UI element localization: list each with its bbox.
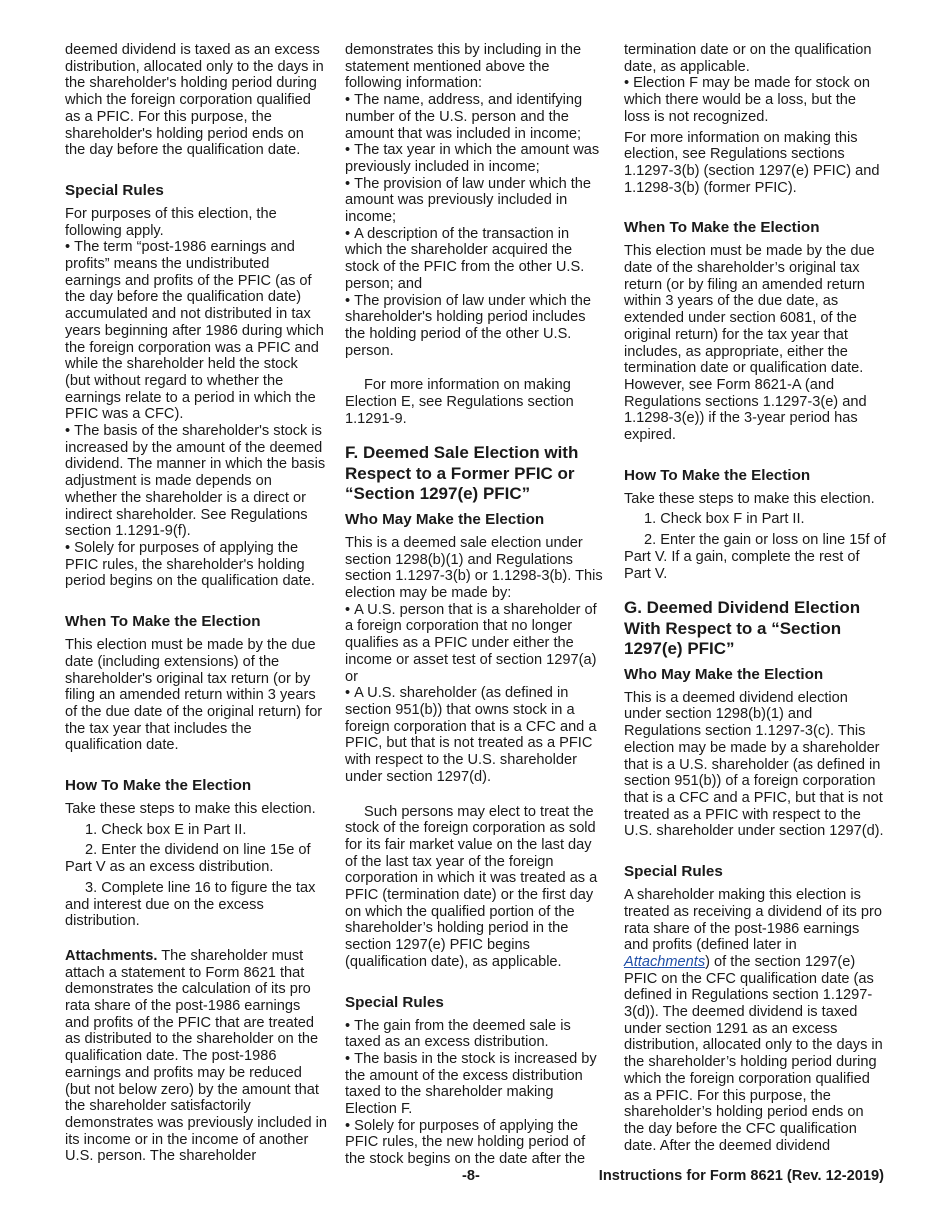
bullet-item: • Solely for purposes of applying the PFIC rules, the new holding period of the stock begins on the date after the <box>345 1118 607 1168</box>
heading-when-to-make: When To Make the Election <box>65 613 261 631</box>
column-3 <box>624 42 886 1158</box>
paragraph: For more information on making Election E, see Regulations section 1.1291-9. <box>345 377 574 427</box>
bullet-item: • The tax year in which the amount was previously included in income; <box>345 142 607 175</box>
step-item: 2. Enter the gain or loss on line 15f of Part V. If a gain, complete the rest of Part V. <box>624 532 886 582</box>
text-run: A shareholder making this election is treated as receiving a dividend of its pro rata share of the post-1986 earnings and profits (defined later in <box>624 887 882 954</box>
heading-who-may-make: Who May Make the Election <box>345 510 545 528</box>
attachments-link[interactable]: Attachments <box>624 953 706 970</box>
heading-special-rules: Special Rules <box>345 993 444 1011</box>
footer-form-title: Instructions for Form 8621 (Rev. 12-2019) <box>598 1168 884 1184</box>
bullet-item: • Solely for purposes of applying the PFIC rules, the shareholder's holding period begins on the qualification date. <box>65 540 327 590</box>
paragraph: demonstrates this by including in the statement mentioned above the following information: <box>345 42 582 92</box>
page-number: -8- <box>462 1168 480 1184</box>
bullet-item: • The basis of the shareholder's stock is increased by the amount of the deemed dividend. The manner in which the basis adjustment is made depends on whether the shareholder is a direct or indirect shareholder. See Regulations section 1.1291-9(f). <box>65 423 327 540</box>
paragraph: This election must be made by the due date of the shareholder’s original tax return (or by filing an amended return within 3 years of the due date, as extended under section 6081, of the original return) for the tax year that includes, as appropriate, either the termination date or qualification date. However, see Form 8621-A (and Regulations sections 1.1297-3(e) and 1.1298-3(e)) if the 3-year period has expired. <box>624 243 875 444</box>
paragraph: Take these steps to make this election. <box>65 801 316 818</box>
bullet-item: • A description of the transaction in which the shareholder acquired the stock of the PFIC from the other U.S. person; and <box>345 226 607 293</box>
heading-special-rules: Special Rules <box>624 863 723 881</box>
heading-special-rules: Special Rules <box>65 181 164 199</box>
bullet-item: • A U.S. shareholder (as defined in section 951(b)) that owns stock in a foreign corporation that is a CFC and a PFIC, but that is not treated as a PFIC with respect to the U.S. shareholder under section 1297(d). <box>345 685 607 785</box>
bullet-item: • The term “post-1986 earnings and profits” means the undistributed earnings and profits of the PFIC (as of the day before the qualification date) accumulated and not distributed in tax years beginning after 1986 during which the foreign corporation was a PFIC and while the shareholder held the stock (but without regard to whether the earnings relate to a period in which the PFIC was a CFC). <box>65 239 327 423</box>
paragraph: For more information on making this election, see Regulations sections 1.1297-3(b) (section 1297(e) PFIC) and 1.1298-3(b) (former PFIC). <box>624 129 880 196</box>
section-g-heading: G. Deemed Dividend Election With Respect to a “Section 1297(e) PFIC” <box>624 598 861 659</box>
bullet-item: • The gain from the deemed sale is taxed as an excess distribution. <box>345 1018 607 1051</box>
column-1 <box>65 42 327 1169</box>
bullet-item: • The provision of law under which the amount was previously included in income; <box>345 176 607 226</box>
paragraph: This is a deemed dividend election under section 1298(b)(1) and Regulations section 1.1297-3(c). This election may be made by a shareholder that is a U.S. shareholder (as defined in section 951(b)) of a foreign corporation that is a CFC and a PFIC, but that is not treated as a PFIC with respect to the U.S. shareholder under section 1297(d). <box>624 689 884 840</box>
step-item: 1. Check box F in Part II. <box>644 511 805 528</box>
attachments-paragraph <box>65 948 327 1165</box>
step-item: 2. Enter the dividend on line 15e of Part V as an excess distribution. <box>65 842 311 876</box>
text-run: ) of the section 1297(e) PFIC on the CFC qualification date (as defined in Regulations section 1.1297-3(d)). The deemed dividend is taxed under section 1291 as an excess distribution, allocated only to the days in the shareholder’s holding period during which the foreign corporation qualified as a PFIC. For this purpose, the shareholder’s holding period ends on the day before the CFC qualification date. After the deemed dividend <box>624 953 883 1154</box>
bullet-item: • A U.S. person that is a shareholder of a foreign corporation that no longer qualifies as a PFIC under either the income or asset test of section 1297(a) or <box>345 602 607 686</box>
step-item: 3. Complete line 16 to figure the tax and interest due on the excess distribution. <box>65 879 316 930</box>
bullet-item: • Election F may be made for stock on which there would be a loss, but the loss is not recognized. <box>624 75 886 125</box>
special-rules-paragraph <box>624 887 886 1154</box>
attachments-text: The shareholder must attach a statement to Form 8621 that demonstrates the calculation of its pro rata share of the post-1986 earnings and profits of the PFIC that are treated as distributed to the shareholder on the qualification date. The post-1986 earnings and profits may be reduced (but not below zero) by the amount that the shareholder satisfactorily demonstrates was previously included in its income or in the income of another U.S. person. The shareholder <box>65 947 328 1165</box>
heading-how-to-make: How To Make the Election <box>65 777 252 795</box>
column-2 <box>345 42 607 1172</box>
heading-who-may-make: Who May Make the Election <box>624 665 824 683</box>
paragraph: This election must be made by the due date (including extensions) of the shareholder's original tax return (or by filing an amended return within 3 years of the due date of the original return) for the tax year that includes the qualification date. <box>65 637 323 754</box>
paragraph: This is a deemed sale election under section 1298(b)(1) and Regulations section 1.1297-3(b) or 1.1298-3(b). This election may be made by: <box>345 534 603 602</box>
step-item: 1. Check box E in Part II. <box>85 821 247 838</box>
bullet-item: • The name, address, and identifying number of the U.S. person and the amount that was included in income; <box>345 92 607 142</box>
heading-how-to-make: How To Make the Election <box>624 466 811 484</box>
paragraph: deemed dividend is taxed as an excess distribution, allocated only to the days in the shareholder's holding period during which the foreign corporation qualified as a PFIC. For this purpose, the shareholder's holding period ends on the day before the qualification date. <box>65 42 324 159</box>
paragraph: Such persons may elect to treat the stock of the foreign corporation as sold for its fair market value on the last day of the last tax year of the foreign corporation in which it was treated as a PFIC (termination date) or the first day on which the qualified portion of the shareholder’s holding period in the section 1297(e) PFIC begins (qualification date), as applicable. <box>345 803 598 970</box>
paragraph: For purposes of this election, the following apply. <box>65 205 277 239</box>
section-f-heading: F. Deemed Sale Election with Respect to a Former PFIC or “Section 1297(e) PFIC” <box>345 443 579 504</box>
bullet-item: • The basis in the stock is increased by the amount of the excess distribution taxed to the shareholder making Election F. <box>345 1051 607 1118</box>
attachments-lead: Attachments. <box>65 947 158 964</box>
heading-when-to-make: When To Make the Election <box>624 219 820 237</box>
paragraph: Take these steps to make this election. <box>624 490 875 507</box>
paragraph: termination date or on the qualification date, as applicable. <box>624 42 872 75</box>
bullet-item: • The provision of law under which the shareholder's holding period includes the holding period of the other U.S. person. <box>345 293 607 360</box>
